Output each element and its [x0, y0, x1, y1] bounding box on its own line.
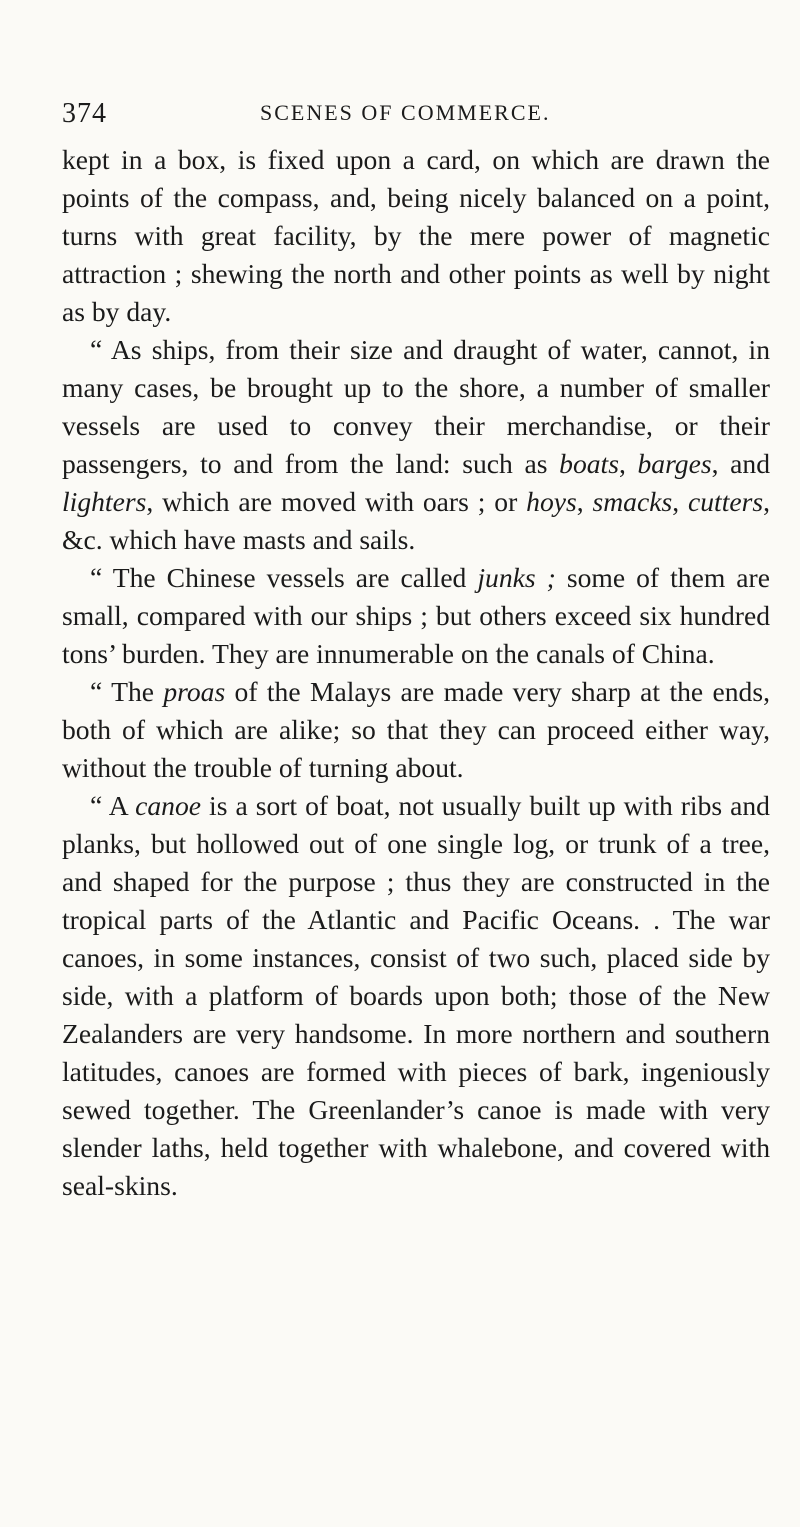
- running-head: [62, 98, 762, 138]
- italic-term: junks ;: [477, 562, 556, 593]
- paragraph-junks: [62, 559, 770, 673]
- italic-term: cutters: [688, 486, 764, 517]
- paragraph-small-vessels: [62, 331, 770, 559]
- paragraph-text: of the Malays are made very sharp at the ends, both of which are alike; so that they can proceed either way, without the trouble of turning about.: [62, 676, 770, 783]
- paragraph-text: , &c. which have masts and sails.: [62, 486, 771, 555]
- paragraph-text: “ The: [90, 676, 164, 707]
- paragraph-text: some of them are small, compared with our ships ; but others exceed six hundred tons’ burden. They are innumerable on the canals of China.: [62, 562, 770, 669]
- paragraph-text: ,: [618, 448, 638, 479]
- paragraph-text: kept in a box, is fixed upon a card, on which are drawn the points of the compass, and, being nicely balanced on a point, turns with great facility, by the mere power of magnetic attraction ; shewing the north and other points as well by night as by day.: [62, 144, 770, 327]
- paragraph-text: “ As ships, from their size and draught of water, cannot, in many cases, be brought up to the shore, a number of smaller vessels are used to convey their merchandise, or their passengers, to and from the land: such as: [62, 334, 770, 479]
- paragraph-text: “ The Chinese vessels are called: [90, 562, 478, 593]
- paragraph-canoe: [62, 787, 770, 1205]
- paragraph-proas: [62, 673, 770, 787]
- paragraph-text: ,: [576, 486, 593, 517]
- italic-term: hoys: [526, 486, 577, 517]
- italic-term: canoe: [135, 790, 202, 821]
- paragraph-text: “ A: [90, 790, 136, 821]
- paragraph-text: , which are moved with oars ; or: [146, 486, 527, 517]
- italic-term: barges: [637, 448, 712, 479]
- body-text: [62, 141, 770, 1205]
- page-number: 374: [62, 98, 107, 129]
- paragraph-text: , and: [711, 448, 770, 479]
- running-title: SCENES OF COMMERCE.: [260, 100, 551, 125]
- italic-term: proas: [163, 676, 226, 707]
- italic-term: boats: [559, 448, 619, 479]
- paragraph-compass: [62, 141, 770, 331]
- paragraph-text: is a sort of boat, not usually built up with ribs and planks, but hollowed out of one single log, or trunk of a tree, and shaped for the purpose ; thus they are constructed in the tropical parts of the Atlantic and Pacific Oceans. . The war canoes, in some instances, consist of two such, placed side by side, with a platform of boards upon both; those of the New Zealanders are very handsome. In more northern and southern latitudes, canoes are formed with pieces of bark, ingeniously sewed together. The Greenlander’s canoe is made with very slender laths, held together with whalebone, and covered with seal-skins.: [62, 790, 770, 1201]
- italic-term: smacks: [592, 486, 673, 517]
- paragraph-text: ,: [672, 486, 688, 517]
- italic-term: lighters: [62, 486, 147, 517]
